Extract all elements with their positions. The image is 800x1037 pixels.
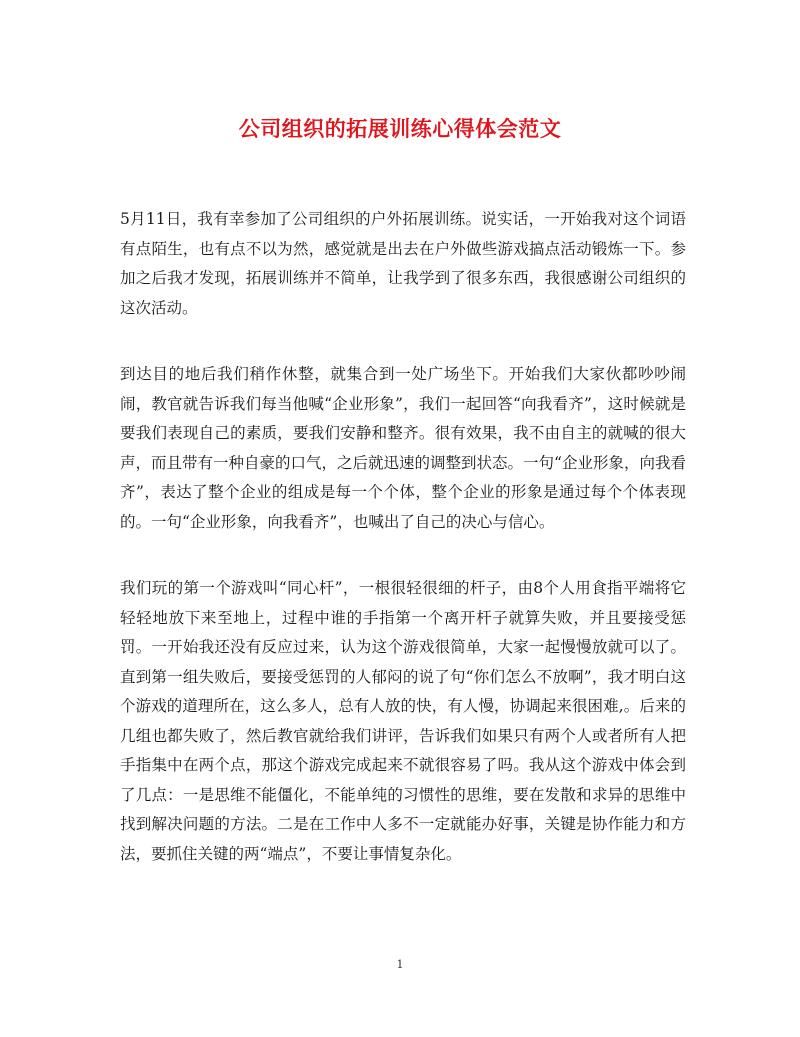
paragraph-3: 我们玩的第一个游戏叫“同心杆”，一根很轻很细的杆子，由8个人用食指平端将它轻轻地放下来至地上，过程中谁的手指第一个离开杆子就算失败，并且要接受惩罚。一开始我还没有反应过来，认为这个游戏很简单，大家一起慢慢放就可以了。直到第一组失败后，要接受惩罚的人郁闷的说了句“你们怎么不放啊”，我才明白这个游戏的道理所在，这么多人，总有人放的快，有人慢，协调起来很困难,。后来的几组也都失败了，然后教官就给我们讲评，告诉我们如果只有两个人或者所有人把手指集中在两个点，那这个游戏完成起来不就很容易了吗。我从这个游戏中体会到了几点：一是思维不能僵化，不能单纯的习惯性的思维，要在发散和求异的思维中找到解决问题的方法。二是在工作中人多不一定就能办好事，关键是协作能力和方法，要抓住关键的两“端点”，不要让事情复杂化。: [120, 579, 686, 863]
document-title: 公司组织的拓展训练心得体会范文: [238, 116, 562, 141]
document-body: [120, 205, 686, 906]
paragraph-1: 5月11日，我有幸参加了公司组织的户外拓展训练。说实话，一开始我对这个词语有点陌生，也有点不以为然，感觉就是出去在户外做些游戏搞点活动锻炼一下。参加之后我才发现，拓展训练并不简单，让我学到了很多东西，我很感谢公司组织的这次活动。: [120, 210, 686, 317]
page-number: 1: [396, 958, 404, 971]
paragraph-2: 到达目的地后我们稍作休整，就集合到一处广场坐下。开始我们大家伙都吵吵闹闹，教官就告诉我们每当他喊“企业形象”，我们一起回答“向我看齐”，这时候就是要我们表现自己的素质，要我们安静和整齐。很有效果，我不由自主的就喊的很大声，而且带有一种自豪的口气，之后就迅速的调整到状态。一句“企业形象，向我看齐”，表达了整个企业的组成是每一个个体，整个企业的形象是通过每个个体表现的。一句“企业形象，向我看齐”，也喊出了自己的决心与信心。: [120, 365, 686, 531]
